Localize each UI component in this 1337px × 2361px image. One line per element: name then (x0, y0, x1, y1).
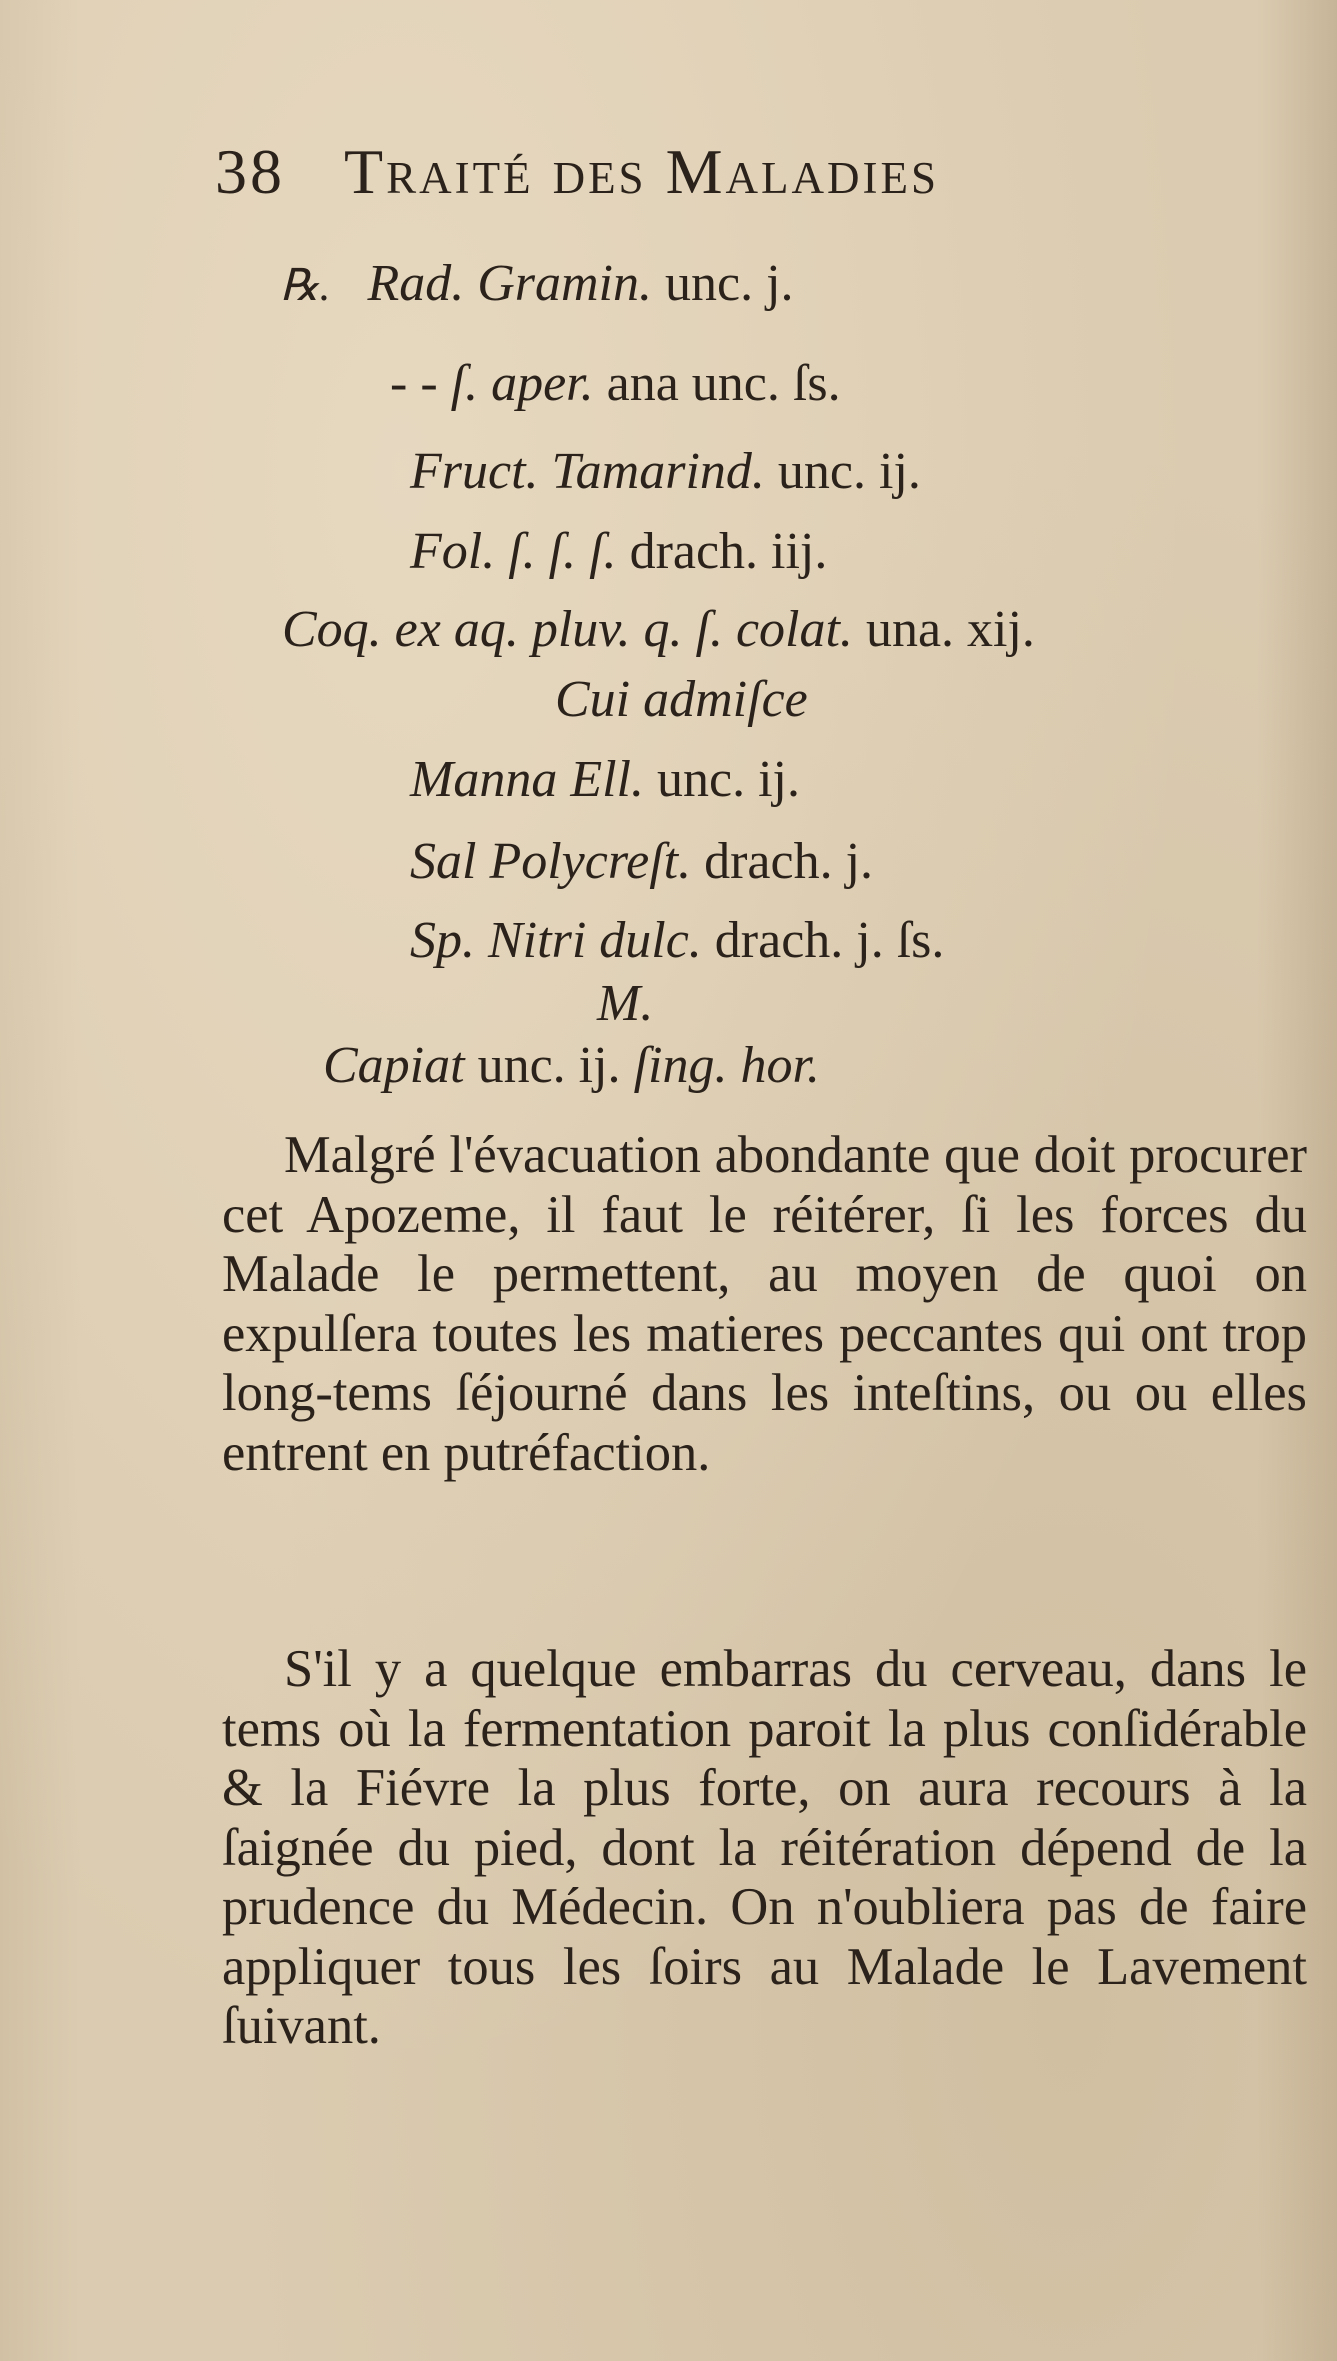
recipe-line (390, 355, 841, 412)
recipe-dose: drach. j. ſs. (714, 912, 945, 969)
recipe-line (410, 523, 828, 580)
recipe-line (410, 912, 945, 969)
recipe-line (410, 833, 874, 890)
body-paragraph: S'il y a quelque embarras du cerveau, dans le tems où la fermentation paroit la plus conſidérable & la Fiévre la plus forte, on aura recours à la ſaignée du pied, dont la réitération dépend de la prudence du Médecin. On n'oubliera pas de faire appliquer tous les ſoirs au Malade le Lavement ſuivant. (222, 1640, 1307, 2055)
recipe-ingredient: Manna Ell. (410, 751, 644, 808)
recipe-line (555, 671, 808, 728)
page-header (215, 135, 1235, 225)
recipe-ingredient: - - ſ. aper. (390, 355, 594, 412)
recipe-dose: drach. j. (704, 833, 874, 890)
recipe-dose: drach. iij. (629, 523, 828, 580)
recipe-dose: ana unc. ſs. (606, 355, 841, 412)
recipe-line (280, 255, 794, 312)
page-number: 38 (215, 136, 285, 207)
recipe-ingredient: Sp. Nitri dulc. (410, 912, 702, 969)
recipe-ingredient: Fol. ſ. ſ. ſ. (410, 523, 617, 580)
recipe-sign: ℞. (280, 261, 331, 310)
recipe-instruction: M. (597, 975, 654, 1032)
recipe-instruction: ſing. hor. (633, 1037, 820, 1094)
recipe-dose: unc. ij. (777, 443, 921, 500)
recipe-instruction: Capiat (323, 1037, 465, 1094)
recipe-dose: una. xij. (865, 601, 1035, 658)
recipe-instruction: Cui admiſce (555, 671, 808, 728)
recipe-ingredient: Fruct. Tamarind. (410, 443, 765, 500)
running-title: Traité des Maladies (344, 136, 939, 207)
recipe-dose: unc. j. (665, 255, 794, 312)
recipe-line (282, 601, 1035, 658)
recipe-line (597, 975, 654, 1032)
recipe-ingredient: Sal Polycreſt. (410, 833, 692, 890)
recipe-ingredient: Coq. ex aq. pluv. q. ſ. colat. (282, 601, 853, 658)
recipe-ingredient: Rad. Gramin. (367, 255, 653, 312)
recipe-line (410, 751, 800, 808)
recipe-line (323, 1037, 820, 1094)
body-paragraph: Malgré l'évacuation abondante que doit procurer cet Apozeme, il faut le réitérer, ſi les forces du Malade le permettent, au moyen de quoi on expulſera toutes les matieres peccantes qui ont trop long-tems ſéjourné dans les inteſtins, ou ou elles entrent en putréfaction. (222, 1126, 1307, 1482)
recipe-line (410, 443, 921, 500)
recipe-dose: unc. ij. (656, 751, 800, 808)
recipe-dose: unc. ij. (477, 1037, 621, 1094)
